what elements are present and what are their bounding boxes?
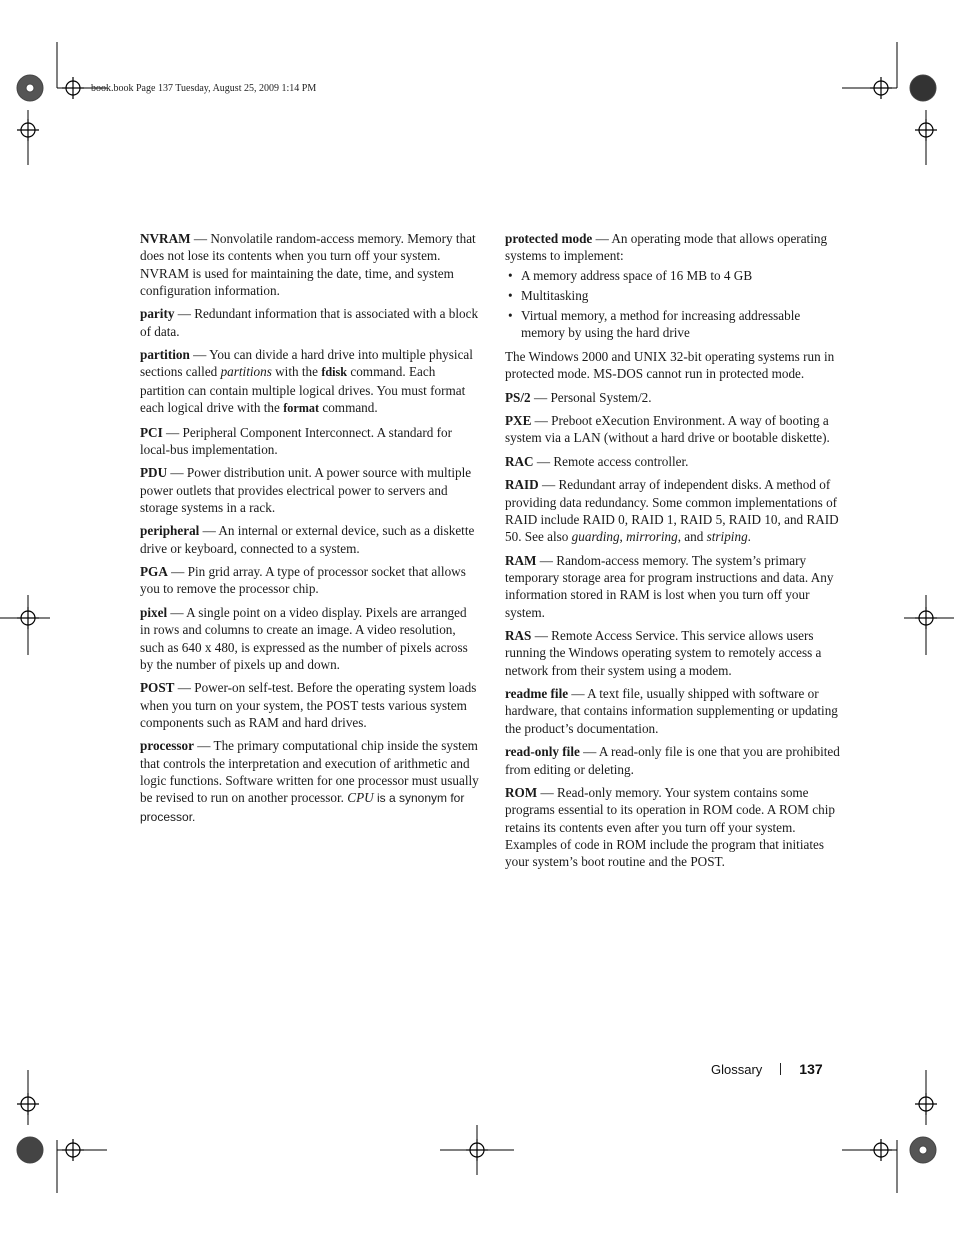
print-slug: book.book Page 137 Tuesday, August 25, 2009 1:14 PM [91,83,317,94]
entry-nvram: NVRAM — Nonvolatile random-access memory. Memory that does not lose its contents when you turn off your system. NVRAM is used for maintaining the date, time, and system configuration information. [140,231,476,298]
entry-ps2: PS/2 — Personal System/2. [505,389,652,405]
entry-rom: ROM — Read-only memory. Your system contains some programs essential to its operation in ROM code. A ROM chip retains its contents even after you turn off your system. Examples of code in ROM include the program that initiates your system’s boot routine and the POST. [505,785,836,870]
entry-ram: RAM — Random-access memory. The system’s primary temporary storage area for program instructions and data. Any information stored in RAM is lost when you turn off your system. [505,552,834,620]
entry-readme-file: readme file — A text file, usually shipped with software or hardware, that contains information supplementing or updating the product’s documentation. [505,686,838,736]
protected-mode-bullet-list [505,267,845,342]
entry-pxe: PXE — Preboot eXecution Environment. A way of booting a system via a LAN (without a hard drive or bootable diskette). [505,413,830,446]
list-item: • A memory address space of 16 MB to 4 GB [505,267,845,284]
entry-processor: processor — The primary computational chip inside the system that controls the interpretation and execution of arithmetic and logic functions. Software written for one processor must usually be revised to run on another processor. CPU is a synonym for processor. [140,738,479,824]
list-item: • Virtual memory, a method for increasing addressable memory by using the hard drive [505,307,845,342]
footer-section: Glossary [711,1062,763,1077]
entry-pci: PCI — Peripheral Component Interconnect. A standard for local-bus implementation. [140,424,453,457]
entry-partition: partition — You can divide a hard drive into multiple physical sections called partitions with the fdisk command. Each partition can contain multiple logical drives. You must format each logical drive with the format command. [140,347,473,416]
left-column [140,230,480,832]
entry-rac: RAC — Remote access controller. [505,453,689,469]
list-item: • Multitasking [505,287,845,304]
footer-divider [780,1063,781,1075]
page-number: 137 [799,1061,823,1077]
entry-post: POST — Power-on self-test. Before the operating system loads when you turn on your system, the POST tests various system components such as RAM and hard drives. [140,680,477,730]
entry-ras: RAS — Remote Access Service. This service allows users running the Windows operating system to remotely access a network from their system using a modem. [505,628,822,678]
entry-parity: parity — Redundant information that is associated with a block of data. [140,306,479,339]
protected-mode-note: The Windows 2000 and UNIX 32-bit operating systems run in protected mode. MS-DOS cannot run in protected mode. [505,348,835,382]
right-column [505,230,845,877]
entry-pixel: pixel — A single point on a video display. Pixels are arranged in rows and columns to create an image. A video resolution, such as 640 x 480, is expressed as the number of pixels across by the number of pixels up and down. [140,604,468,672]
entry-peripheral: peripheral — An internal or external device, such as a diskette drive or keyboard, connected to a system. [140,523,475,556]
entry-pdu: PDU — Power distribution unit. A power source with multiple power outlets that provides electrical power to servers and storage systems in a rack. [140,465,472,515]
entry-read-only-file: read-only file — A read-only file is one that you are prohibited from editing or deleting. [505,744,840,777]
entry-protected-mode: protected mode — An operating mode that allows operating systems to implement: [505,231,828,264]
page-footer [711,1061,823,1077]
entry-pga: PGA — Pin grid array. A type of processor socket that allows you to remove the processor chip. [140,564,466,597]
entry-raid: RAID — Redundant array of independent disks. A method of providing data redundancy. Some common implementations of RAID include RAID 0, RAID 1, RAID 5, RAID 10, and RAID 50. See also guarding, mirroring, and striping. [505,477,839,545]
